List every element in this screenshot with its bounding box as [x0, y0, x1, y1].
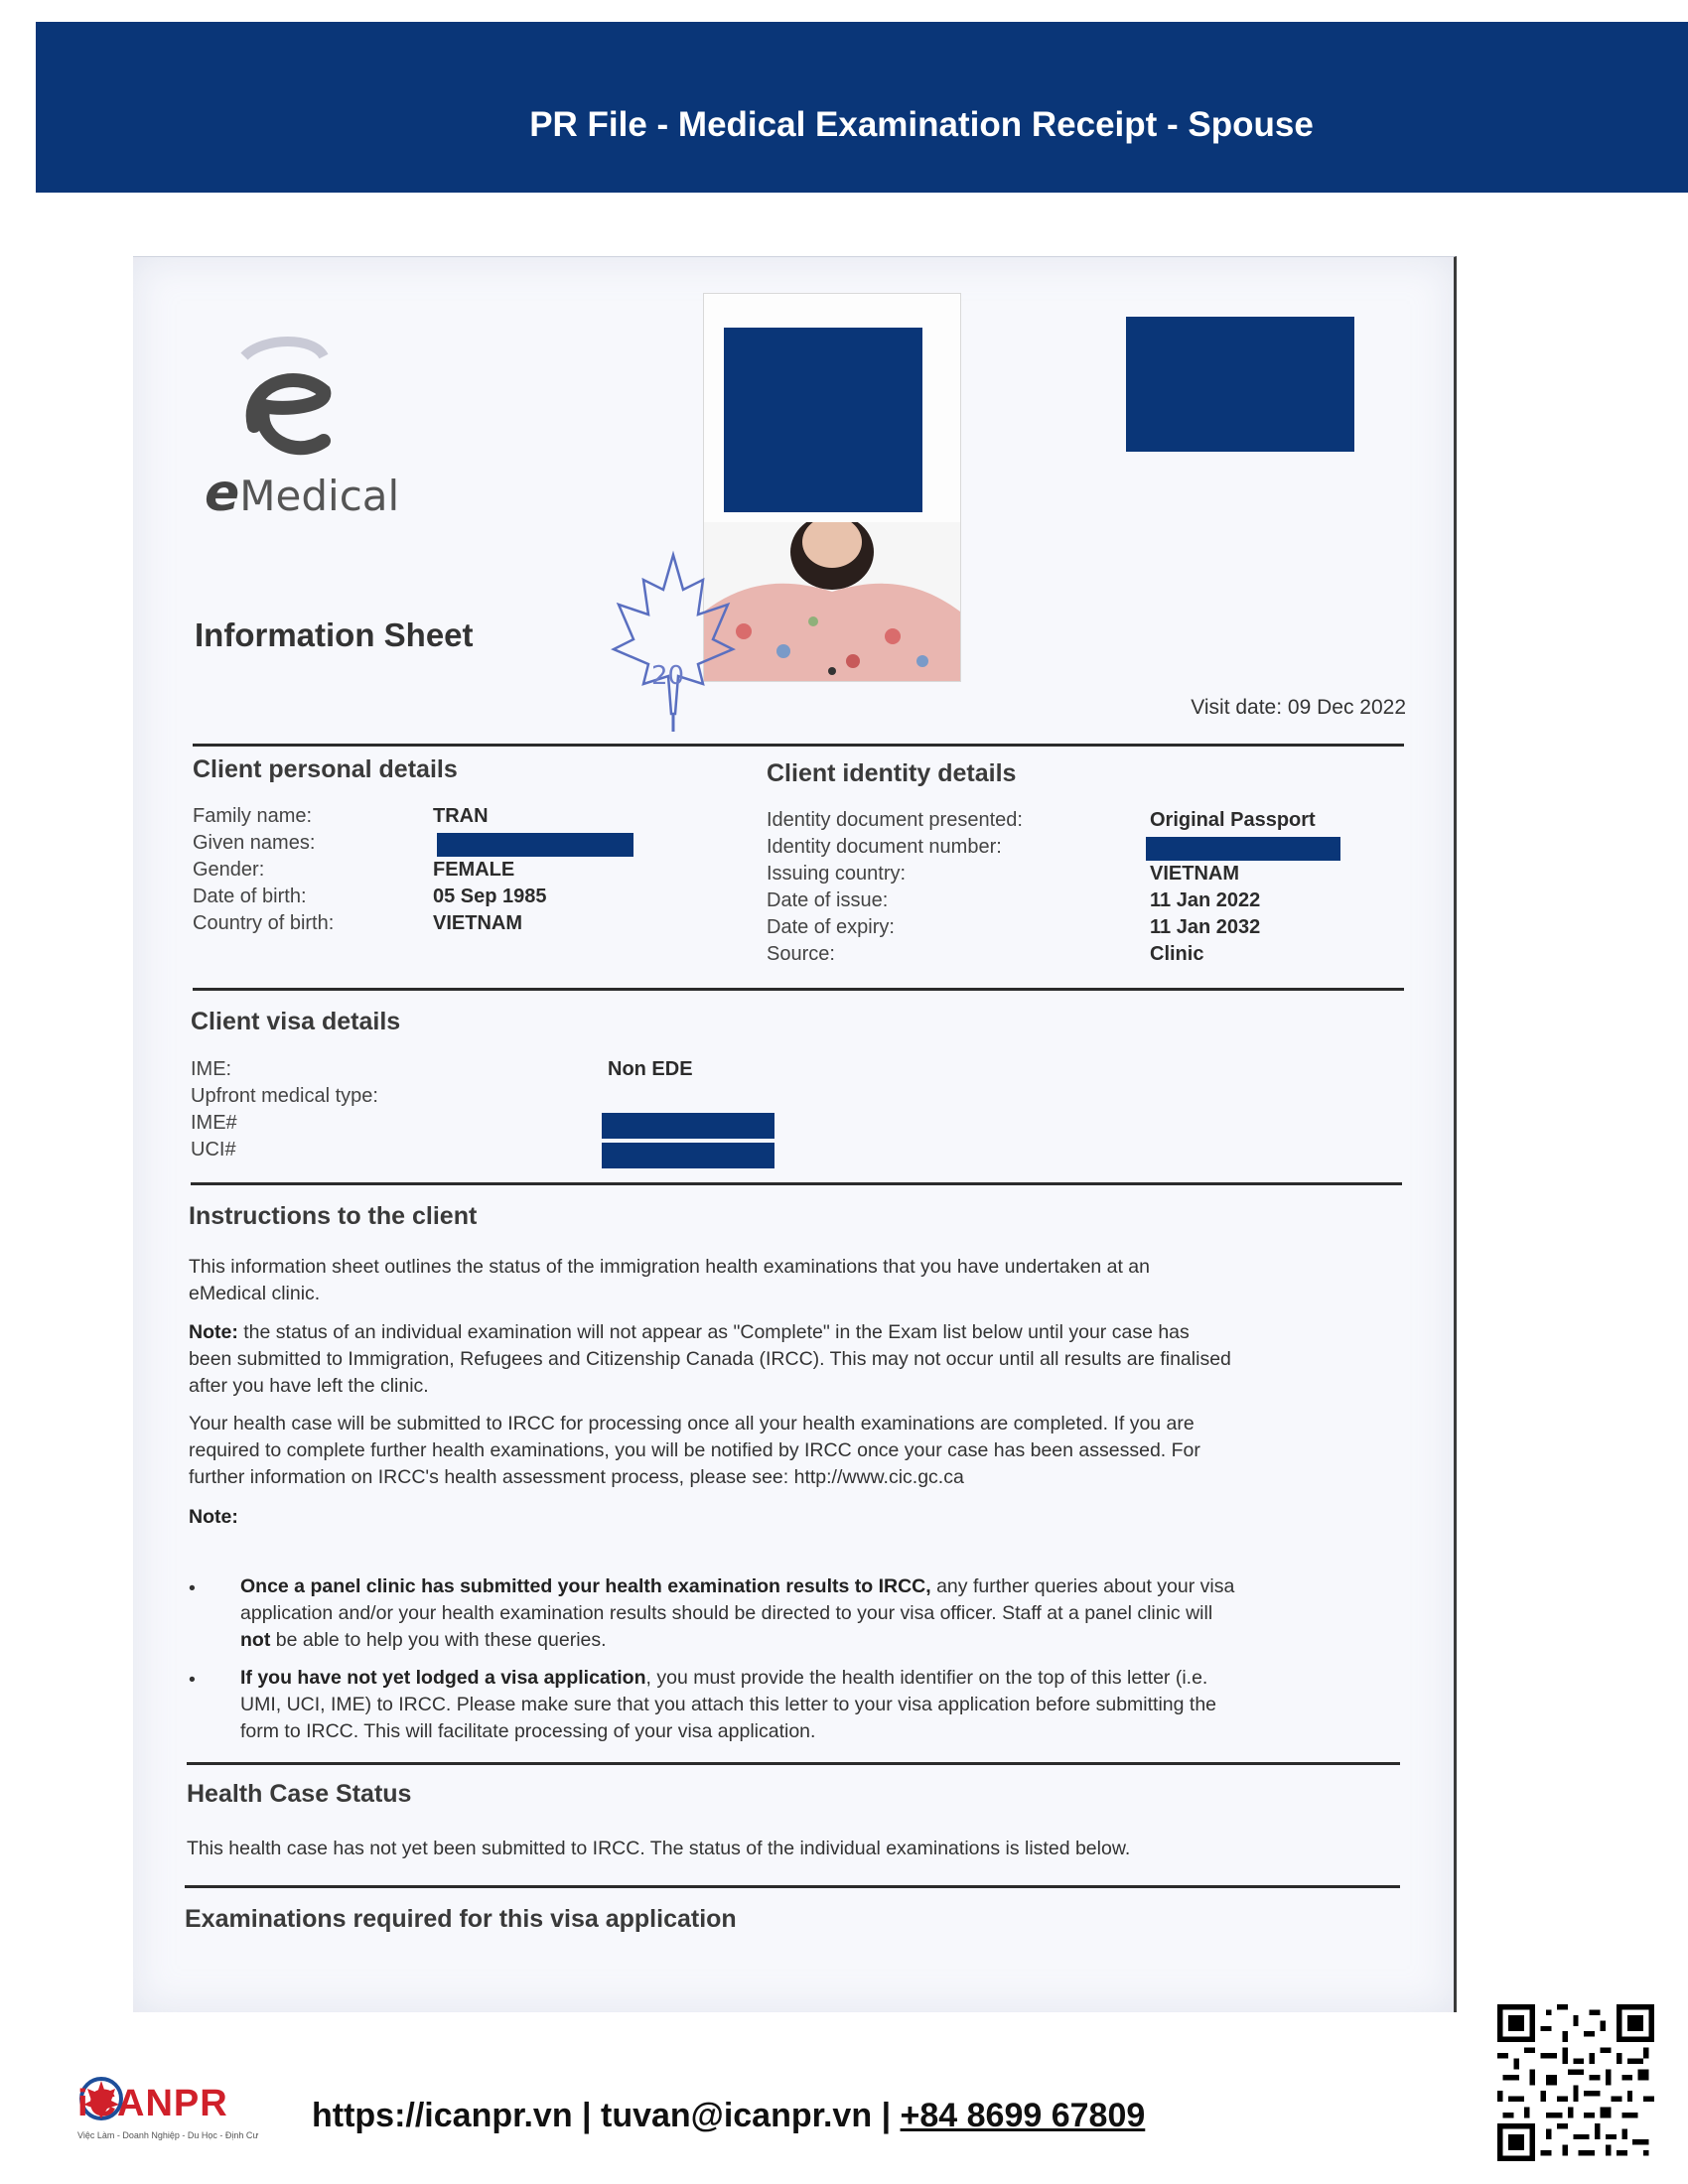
id-number-label: Identity document number:: [767, 836, 1002, 858]
visit-date: Visit date: 09 Dec 2022: [1191, 696, 1406, 719]
instructions-heading: Instructions to the client: [189, 1202, 478, 1230]
uci-number-redaction: [602, 1143, 774, 1168]
email-link[interactable]: tuvan@icanpr.vn: [601, 2097, 873, 2134]
family-name-label: Family name:: [193, 805, 313, 827]
source-label: Source:: [767, 943, 835, 965]
divider: [193, 988, 1404, 991]
icanpr-logo: [71, 2067, 290, 2156]
divider: [185, 1885, 1400, 1888]
information-sheet-heading: Information Sheet: [195, 616, 474, 653]
issuing-country-label: Issuing country:: [767, 863, 907, 885]
emedical-logo-icon: [224, 337, 353, 476]
given-names-redaction: [437, 833, 633, 857]
country-of-birth-value: VIETNAM: [433, 912, 522, 934]
date-of-issue-label: Date of issue:: [767, 889, 889, 911]
instructions-paragraph-3: Your health case will be submitted to IRCC for processing once all your health examinations are completed. If you are required to complete further health examinations, you will be notified by IRCC once your case has been assessed. For further information on IRCC's health assessment process, please see: http://www.cic.gc.ca: [189, 1413, 1200, 1488]
upfront-medical-type-label: Upfront medical type:: [191, 1085, 378, 1107]
id-document-value: Original Passport: [1150, 809, 1316, 831]
face-redaction: [724, 328, 922, 512]
barcode-redaction: [1126, 317, 1354, 452]
scanned-document: [133, 256, 1457, 2012]
examinations-heading: Examinations required for this visa application: [185, 1905, 737, 1933]
date-of-expiry-label: Date of expiry:: [767, 916, 895, 938]
gender-label: Gender:: [193, 859, 265, 881]
svg-text:20: 20: [651, 661, 685, 691]
id-document-label: Identity document presented:: [767, 809, 1023, 831]
source-value: Clinic: [1150, 943, 1204, 965]
footer-contact: https://icanpr.vn | tuvan@icanpr.vn | +84 8699 67809: [312, 2097, 1146, 2134]
icanpr-wordmark: iCANPR: [77, 2083, 228, 2124]
gender-value: FEMALE: [433, 859, 515, 881]
uci-number-label: UCI#: [191, 1139, 236, 1160]
icanpr-tagline: Việc Làm - Doanh Nghiệp - Du Học - Định Cư: [77, 2130, 259, 2140]
ime-label: IME:: [191, 1058, 232, 1080]
id-number-redaction: [1146, 837, 1340, 861]
personal-details-heading: Client personal details: [193, 755, 458, 783]
header-banner: [36, 22, 1688, 193]
page-title: PR File - Medical Examination Receipt - Spouse: [529, 105, 1314, 144]
identity-details-heading: Client identity details: [767, 759, 1017, 787]
date-of-expiry-value: 11 Jan 2032: [1150, 916, 1261, 938]
qr-code-icon[interactable]: [1497, 2003, 1654, 2162]
emedical-wordmark: eMedical: [205, 464, 400, 523]
instructions-paragraph-2: Note: the status of an individual examination will not appear as "Complete" in the Exam list below until your case has been submitted to Immigration, Refugees and Citizenship Canada (IRCC). This may not occur until all results are finalised after you have left the clinic.: [189, 1321, 1231, 1397]
family-name-value: TRAN: [433, 805, 489, 827]
note-bullet-1: Once a panel clinic has submitted your health examination results to IRCC, any further queries about your visa application and/or your health examination results should be directed to your visa officer. Staff at a panel clinic will not be able to help you with these queries.: [240, 1575, 1235, 1651]
given-names-label: Given names:: [193, 832, 316, 854]
divider: [191, 1182, 1402, 1185]
website-link[interactable]: https://icanpr.vn: [312, 2097, 573, 2134]
health-case-status-heading: Health Case Status: [187, 1780, 412, 1808]
date-of-issue-value: 11 Jan 2022: [1150, 889, 1261, 911]
country-of-birth-label: Country of birth:: [193, 912, 335, 934]
note-bullet-2: If you have not yet lodged a visa application, you must provide the health identifier on the top of this letter (i.e. UMI, UCI, IME) to IRCC. Please make sure that you attach this letter to your visa application before submitting the form to IRCC. This will facilitate processing of your visa application.: [240, 1667, 1217, 1742]
dob-value: 05 Sep 1985: [433, 886, 547, 907]
visa-details-heading: Client visa details: [191, 1008, 401, 1035]
ime-number-label: IME#: [191, 1112, 237, 1134]
phone-link[interactable]: +84 8699 67809: [900, 2097, 1146, 2134]
ime-value: Non EDE: [608, 1058, 693, 1080]
ime-number-redaction: [602, 1113, 774, 1139]
bullet-icon: •: [189, 1669, 196, 1691]
health-case-status-text: This health case has not yet been submitted to IRCC. The status of the individual examinations is listed below.: [187, 1838, 1131, 1859]
divider: [193, 744, 1404, 747]
issuing-country-value: VIETNAM: [1150, 863, 1239, 885]
divider: [187, 1762, 1400, 1765]
instructions-paragraph-1: This information sheet outlines the status of the immigration health examinations that you have undertaken at an eMedical clinic.: [189, 1256, 1150, 1304]
maple-leaf-stamp-icon: [604, 545, 743, 734]
dob-label: Date of birth:: [193, 886, 307, 907]
note-label: Note:: [189, 1506, 238, 1528]
bullet-icon: •: [189, 1577, 196, 1599]
